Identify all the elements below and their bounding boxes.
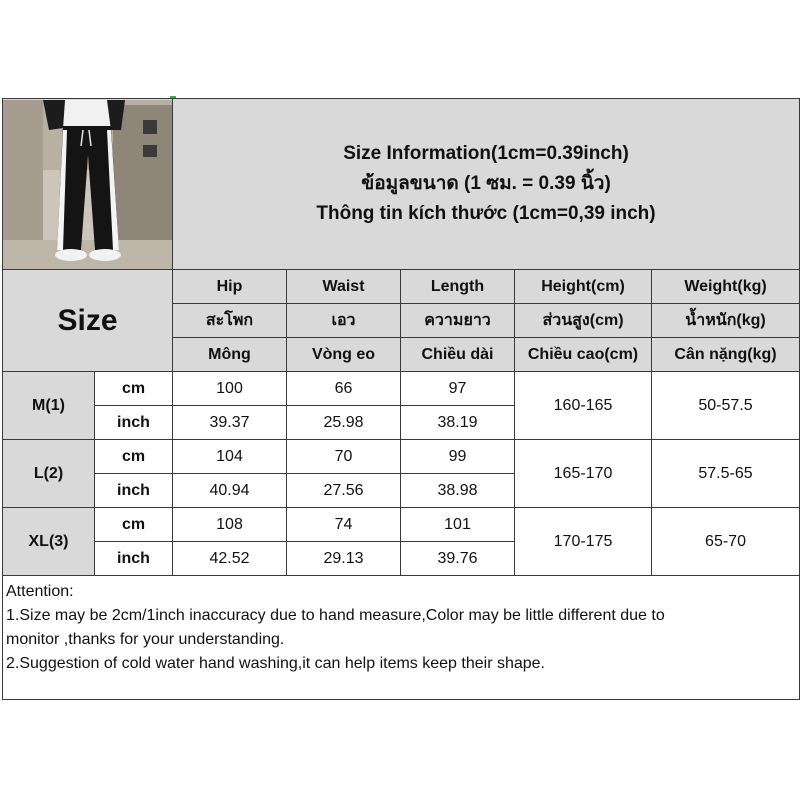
col-hip-vi: Mông xyxy=(173,338,287,372)
weight-value: 57.5-65 xyxy=(652,440,800,508)
hip-value: 104 xyxy=(173,440,287,474)
col-waist-th: เอว xyxy=(287,304,401,338)
col-length-th: ความยาว xyxy=(401,304,515,338)
hip-value: 42.52 xyxy=(173,542,287,576)
weight-value: 50-57.5 xyxy=(652,372,800,440)
title-english: Size Information(1cm=0.39inch) xyxy=(343,143,629,164)
table-row xyxy=(3,508,800,542)
col-height-th: ส่วนสูง(cm) xyxy=(515,304,652,338)
hip-value: 40.94 xyxy=(173,474,287,508)
col-waist-vi: Vòng eo xyxy=(287,338,401,372)
length-value: 101 xyxy=(401,508,515,542)
unit-label: cm xyxy=(95,440,173,474)
length-value: 39.76 xyxy=(401,542,515,576)
col-length-vi: Chiều dài xyxy=(401,338,515,372)
length-value: 38.19 xyxy=(401,406,515,440)
col-height-en: Height(cm) xyxy=(515,270,652,304)
table-row xyxy=(3,440,800,474)
hip-value: 108 xyxy=(173,508,287,542)
product-photo-cell xyxy=(3,99,173,270)
attention-note-1b: monitor ,thanks for your understanding. xyxy=(6,631,285,648)
waist-value: 29.13 xyxy=(287,542,401,576)
title-vietnamese: Thông tin kích thước (1cm=0,39 inch) xyxy=(316,203,656,224)
size-header: Size xyxy=(3,270,173,372)
title-thai: ข้อมูลขนาด (1 ซม. = 0.39 นิ้ว) xyxy=(361,173,611,194)
waist-value: 25.98 xyxy=(287,406,401,440)
size-table xyxy=(2,98,800,700)
weight-value: 65-70 xyxy=(652,508,800,576)
unit-label: inch xyxy=(95,542,173,576)
title-cell xyxy=(173,99,800,270)
length-value: 99 xyxy=(401,440,515,474)
hip-value: 39.37 xyxy=(173,406,287,440)
col-hip-th: สะโพก xyxy=(173,304,287,338)
height-value: 170-175 xyxy=(515,508,652,576)
unit-label: inch xyxy=(95,474,173,508)
length-value: 97 xyxy=(401,372,515,406)
col-length-en: Length xyxy=(401,270,515,304)
attention-note-1a: 1.Size may be 2cm/1inch inaccuracy due to hand measure,Color may be little different due to xyxy=(6,607,665,624)
size-label: L(2) xyxy=(3,440,95,508)
waist-value: 27.56 xyxy=(287,474,401,508)
col-waist-en: Waist xyxy=(287,270,401,304)
attention-notes xyxy=(3,576,800,700)
unit-label: cm xyxy=(95,508,173,542)
col-height-vi: Chiều cao(cm) xyxy=(515,338,652,372)
col-weight-en: Weight(kg) xyxy=(652,270,800,304)
waist-value: 74 xyxy=(287,508,401,542)
length-value: 38.98 xyxy=(401,474,515,508)
table-row xyxy=(3,372,800,406)
height-value: 160-165 xyxy=(515,372,652,440)
waist-value: 70 xyxy=(287,440,401,474)
size-chart xyxy=(2,98,799,703)
waist-value: 66 xyxy=(287,372,401,406)
size-label: XL(3) xyxy=(3,508,95,576)
col-weight-th: น้ำหนัก(kg) xyxy=(652,304,800,338)
height-value: 165-170 xyxy=(515,440,652,508)
attention-note-2: 2.Suggestion of cold water hand washing,it can help items keep their shape. xyxy=(6,655,545,672)
col-weight-vi: Cân nặng(kg) xyxy=(652,338,800,372)
unit-label: cm xyxy=(95,372,173,406)
product-photo xyxy=(3,100,173,269)
unit-label: inch xyxy=(95,406,173,440)
attention-heading: Attention: xyxy=(6,583,74,600)
size-label: M(1) xyxy=(3,372,95,440)
col-hip-en: Hip xyxy=(173,270,287,304)
hip-value: 100 xyxy=(173,372,287,406)
